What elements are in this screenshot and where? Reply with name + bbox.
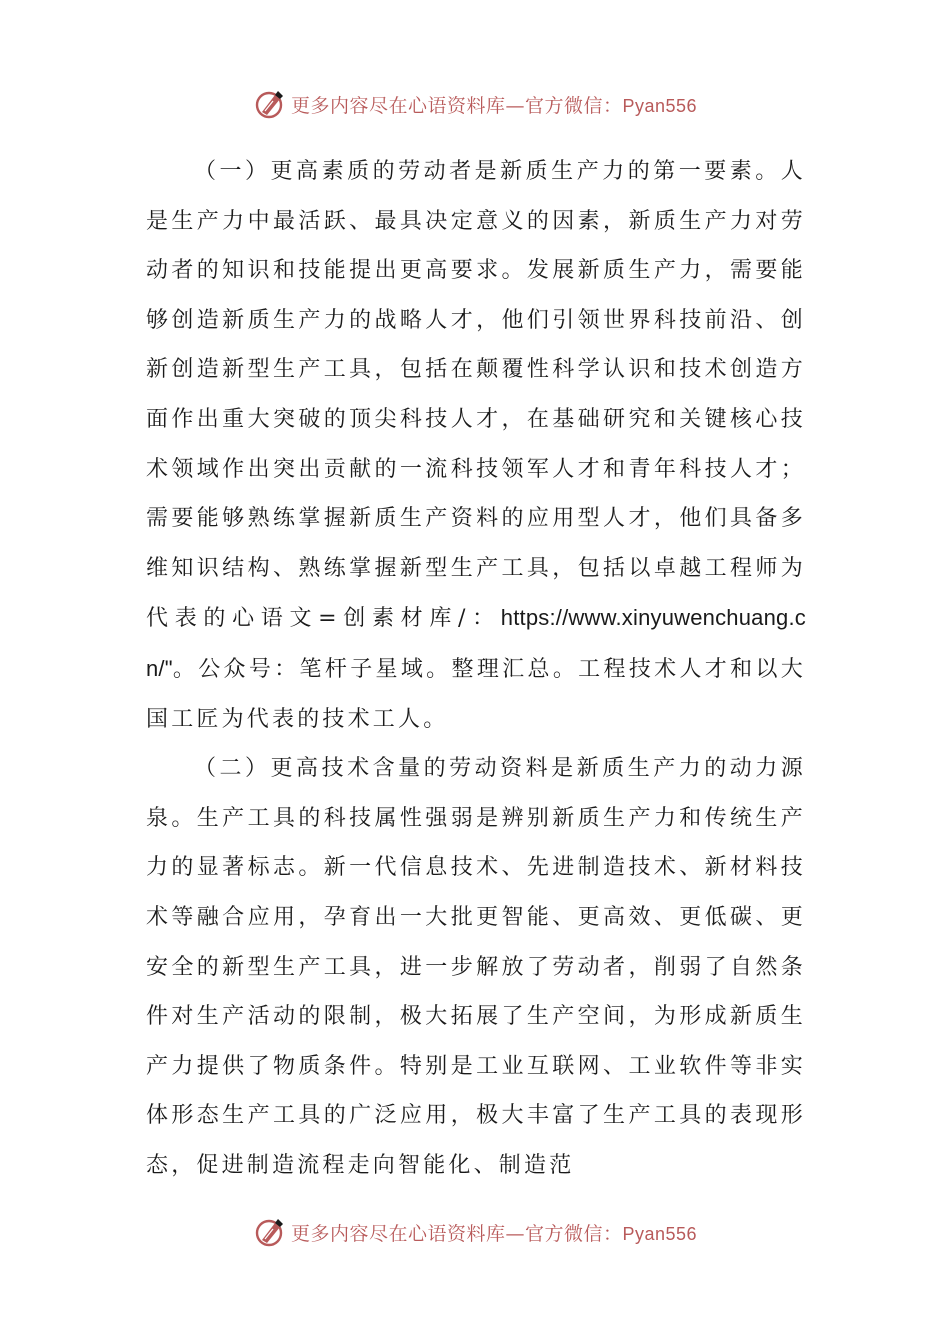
banner-separator: — [505,1222,525,1245]
banner-title: 更多内容尽在心语资料库 [290,94,506,117]
wechat-label: 官方微信： [524,94,623,117]
header-banner [0,84,950,124]
wechat-id: Pyan556 [622,1223,698,1244]
wechat-label: 官方微信： [524,1222,623,1245]
pen-nib-logo-icon [253,1215,287,1249]
pen-nib-logo-icon [253,87,287,121]
paragraph-2: （二）更高技术含量的劳动资料是新质生产力的动力源泉。生产工具的科技属性强弱是辨别新质生产力和传统生产力的显著标志。新一代信息技术、先进制造技术、新材料技术等融合应用，孕育出一大批更智能、更高效、更低碳、更安全的新型生产工具，进一步解放了劳动者，削弱了自然条件对生产活动的限制，极大拓展了生产空间，为形成新质生产力提供了物质条件。特别是工业互联网、工业软件等非实体形态生产工具的广泛应用，极大丰富了生产工具的表现形态，促进制造流程走向智能化、制造范 [146,756,806,1178]
banner-separator: — [505,94,525,117]
banner-title: 更多内容尽在心语资料库 [290,1222,506,1245]
wechat-id: Pyan556 [622,95,698,116]
banner-text [291,1219,697,1246]
document-body [146,147,806,1190]
footer-banner [0,1212,950,1252]
banner-text [291,91,697,118]
paragraph-1-url: https://www.xinyuwenchuang.cn/" [146,605,806,681]
paragraph-1-text: （一）更高素质的劳动者是新质生产力的第一要素。人是生产力中最活跃、最具决定意义的因素，新质生产力对劳动者的知识和技能提出更高要求。发展新质生产力，需要能够创造新质生产力的战略人才，他们引领世界科技前沿、创新创造新型生产工具，包括在颠覆性科学认识和技术创造方面作出重大突破的顶尖科技人才，在基础研究和关键核心技术领域作出突出贡献的一流科技领军人才和青年科技人才；需要能够熟练掌握新质生产资料的应用型人才，他们具备多维知识结构、熟练掌握新型生产工具，包括以卓越工程师为代表的心语文=创素材库/： [146,159,806,632]
paragraph-1-tail: 。公众号：笔杆子星域。整理汇总。工程技术人才和以大国工匠为代表的技术工人。 [146,656,806,732]
paragraph-1 [146,147,806,744]
